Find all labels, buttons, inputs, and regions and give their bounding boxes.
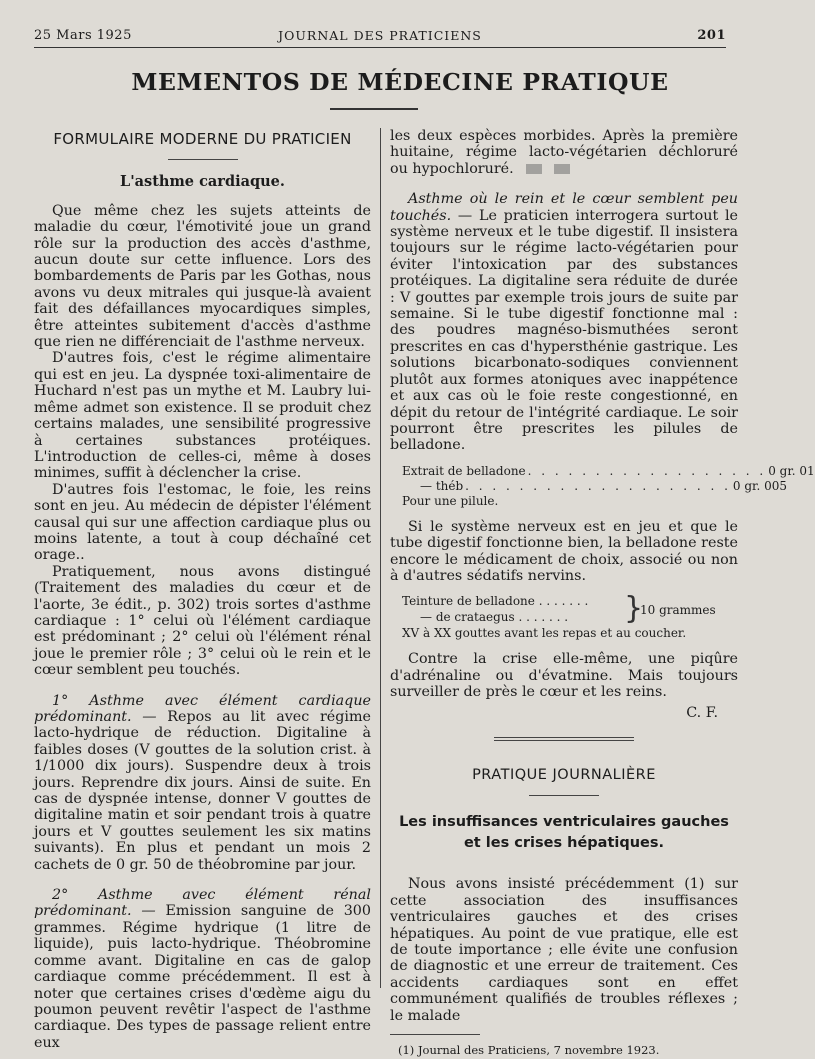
column-divider (380, 128, 381, 988)
section-title-formulaire: FORMULAIRE MODERNE DU PRATICIEN (53, 130, 352, 148)
paragraph-renal: 2° Asthme avec élément rénal prédominant. — Emission sanguine de 300 grammes. Régime hydrique (1 litre de liquide), puis lacto-hydrique. Théobromine comme avant. Digitaline en cas de galop cardiaque comme précédemment. Il est à noter que certaines crises d'œdème aigu du poumon peuvent revêtir l'aspect de l'asthme cardiaque. Des types de passage relient entre eux (34, 887, 371, 1051)
right-column (390, 128, 815, 1058)
section-title-pratique: PRATIQUE JOURNALIÈRE (472, 766, 656, 783)
footnote: (1) Journal des Praticiens, 7 novembre 1923. (398, 1043, 660, 1058)
header-rule (34, 47, 726, 48)
ink-smudge (554, 164, 570, 174)
main-title: MEMENTOS DE MÉDECINE PRATIQUE (131, 68, 669, 96)
formula-belladone (402, 463, 815, 509)
subheading-renal: 2° Asthme avec élément rénal prédominant. — (34, 887, 371, 920)
signature: C. F. (686, 704, 718, 721)
subheading-cardiac: 1° Asthme avec élément cardiaque prédominant. — (34, 692, 371, 725)
ink-smudge (526, 164, 542, 174)
paragraph: les deux espèces morbides. Après la première huitaine, régime lacto-végétarien déchloruré ou hypochloruré. (390, 128, 738, 177)
header-page-number: 201 (697, 28, 726, 43)
section-rule (529, 795, 599, 796)
brace-glyph: } (624, 591, 644, 627)
paragraph: D'autres fois l'estomac, le foie, les reins sont en jeu. Au médecin de dépister l'élément causal qui sur une affection cardiaque plus ou moins latente, a tout à coup déchaîné cet orage.. (34, 481, 371, 564)
formula-row: Extrait de belladone . . . . . . . . . . . . . . . . . . 0 gr. 01 (402, 463, 815, 478)
formula-teinture: Teinture de belladone . . . . . . . — de crataegus . . . . . . . } 10 grammes XV à XX gouttes avant les repas et au coucher. (402, 594, 738, 641)
double-rule (494, 737, 634, 741)
paragraph: Que même chez les sujets atteints de maladie du cœur, l'émotivité joue un grand rôle sur la production des accès d'asthme, aucun doute sur cette influence. Lors des bombardements de Paris par les Gothas, nous avons vu deux mitrales qui jusque-là avaient fait des défaillances myocardiques simples, être atteintes subitement d'accès d'asthme que rien ne différenciait de l'asthme nerveux. (34, 202, 371, 351)
formula-usage: XV à XX gouttes avant les repas et au coucher. (402, 626, 687, 641)
article-title-insuffisances: Les insuffisances ventriculaires gauches et les crises hépatiques. (399, 814, 729, 852)
paragraph: Si le système nerveux est en jeu et que le tube digestif fonctionne bien, la belladone reste encore le médicament de choix, associé ou non à d'autres sédatifs nervins. (390, 518, 738, 584)
title-rule (330, 108, 418, 110)
left-column (34, 128, 371, 1051)
paragraph: D'autres fois, c'est le régime alimentaire qui est en jeu. La dyspnée toxi-alimentaire de Huchard n'est pas un mythe et M. Laubry lui-même admet son existence. Il se produit chez certains malades, une sensibilité progressive à certaines substances protéiques. L'introduction de celles-ci, même à doses minimes, suffit à déclencher la crise. (34, 350, 371, 482)
paragraph: Nous avons insisté précédemment (1) sur cette association des insuffisances ventriculaires gauches et des crises hépatiques. Au point de vue pratique, elle est de toute importance ; elle évite une confusion de diagnostic et une erreur de traitement. Ces accidents cardiaques sont en effet communément qualifiés de troubles réflexes ; le malade (390, 876, 738, 1024)
formula-row: Pour une pilule. (402, 493, 499, 508)
paragraph-nervous: Asthme où le rein et le cœur semblent peu touchés. — Le praticien interrogera surtout le système nerveux et le tube digestif. Il insistera toujours sur le régime lacto-végétarien pour éviter l'intoxication par des substances protéiques. La digitaline sera réduite de durée : V gouttes par exemple trois jours de suite par semaine. Si le tube digestif fonctionne mal : des poudres magnéso-bismuthées seront prescrites en cas d'hypersthénie gastrique. Les solutions bicarbonato-sodiques conviennent plutôt aux formes atoniques avec inappétence et aux cas où le foie reste congestionné, en dépit du retour de l'intégrité cardiaque. Le soir pourront être prescrites les pilules de belladone. (390, 191, 738, 454)
subheading-nervous: Asthme où le rein et le cœur semblent peu touchés. (390, 191, 738, 224)
paragraph-cardiac: 1° Asthme avec élément cardiaque prédominant. — Repos au lit avec régime lacto-hydrique de réduction. Digitaline à faibles doses (V gouttes de la solution crist. à 1/1000 dix jours). Suspendre deux à trois jours. Reprendre dix jours. Ainsi de suite. En cas de dyspnée intense, donner V gouttes de digitaline matin et soir pendant trois à quatre jours et V gouttes seulement les six matins suivants). En plus et pendant un mois 2 cachets de 0 gr. 50 de théobromine par jour. (34, 692, 371, 873)
section-rule (168, 159, 238, 160)
paragraph: Pratiquement, nous avons distingué (Traitement des maladies du cœur et de l'aorte, 3e édit., p. 302) trois sortes d'asthme cardiaque : 1° celui où l'élément cardiaque est prédominant ; 2° celui où l'élément rénal joue le premier rôle ; 3° celui où le rein et le cœur semblent peu touchés. (34, 563, 371, 679)
running-header (34, 28, 726, 46)
header-journal-name: JOURNAL DES PRATICIENS (278, 28, 482, 43)
formula-row: — théb . . . . . . . . . . . . . . . . . . . . 0 gr. 005 (420, 478, 788, 493)
article-title-asthme: L'asthme cardiaque. (120, 173, 285, 191)
footnote-rule (390, 1034, 480, 1035)
header-date: 25 Mars 1925 (34, 28, 132, 43)
paragraph: Contre la crise elle-même, une piqûre d'adrénaline ou d'évatmine. Mais toujours surveiller de près le cœur et les reins. (390, 651, 738, 701)
